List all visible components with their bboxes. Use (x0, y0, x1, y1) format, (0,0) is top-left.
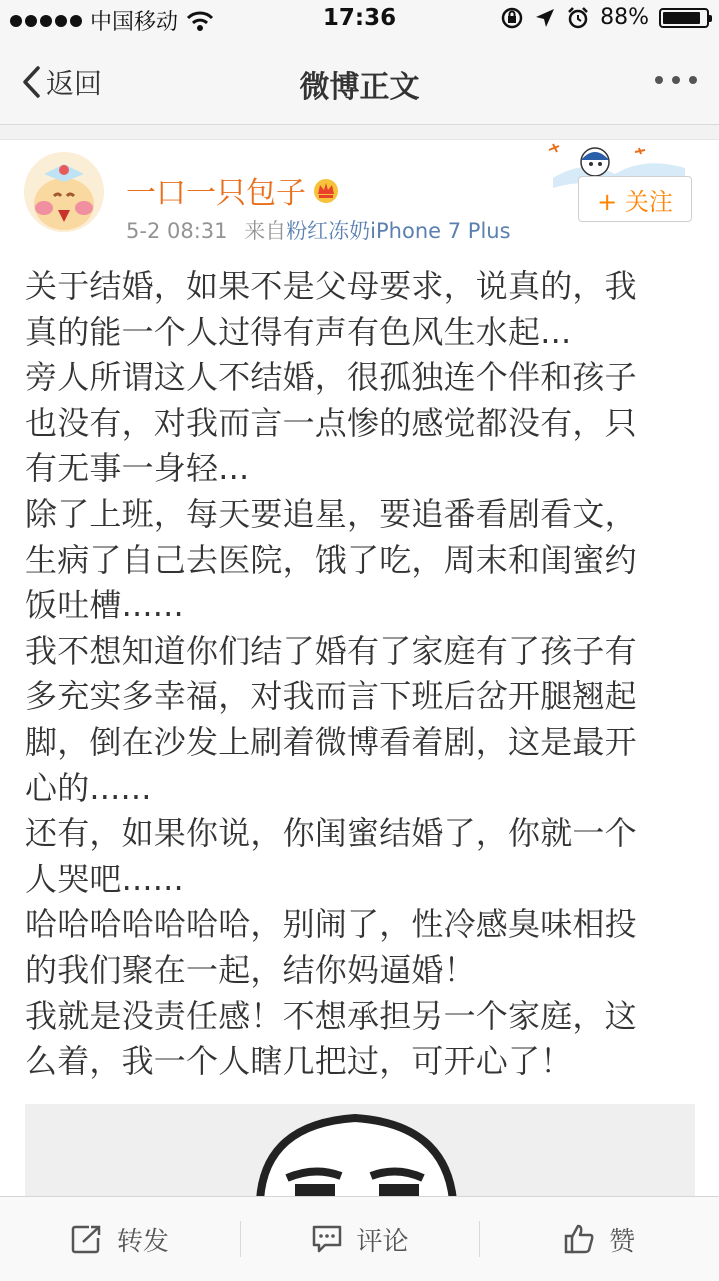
carrier-name: 中国移动 (90, 10, 179, 35)
meme-face-image (25, 1104, 695, 1200)
comment-button[interactable] (240, 1197, 480, 1281)
post-text-line: 我就是没责任感！不想承担另一个家庭，这 (25, 996, 637, 1035)
thumbs-up-icon (563, 1223, 595, 1255)
page-title: 微博正文 (299, 70, 420, 105)
back-label: 返回 (46, 67, 103, 100)
post-text-line: 哈哈哈哈哈哈哈，别闹了，性冷感臭味相投 (25, 905, 637, 944)
post-meta (126, 215, 511, 245)
post-text-line: 除了上班，每天要追星，要追番看剧看文， (25, 494, 637, 533)
post-source[interactable]: 粉红冻奶iPhone 7 Plus (286, 219, 511, 243)
post-text-line: 还有，如果你说，你闺蜜结婚了，你就一个 (25, 814, 637, 853)
more-dot (655, 76, 663, 84)
location-icon (534, 7, 556, 29)
like-button[interactable] (479, 1197, 719, 1281)
post-text-line: 关于结婚，如果不是父母要求，说真的，我 (25, 267, 637, 305)
post-text-line: 饭吐槽...... (25, 586, 184, 625)
rotation-lock-icon (500, 6, 524, 30)
clock: 17:36 (322, 5, 397, 31)
alarm-icon (566, 6, 590, 30)
post-text-line: 脚，倒在沙发上刷着微博看着剧，这是最开 (25, 722, 637, 761)
post-text-line: 人哭吧...... (25, 859, 184, 898)
source-prefix: 来自 (244, 219, 287, 243)
post-text-line: 生病了自己去医院，饿了吃，周末和闺蜜约 (25, 540, 637, 579)
follow-button[interactable]: + 关注 (578, 176, 692, 222)
navigation-bar (0, 40, 719, 125)
post-image[interactable] (25, 1104, 695, 1200)
like-label: 赞 (609, 1226, 636, 1257)
post-text-line: 旁人所谓这人不结婚，很孤独连个伴和孩子 (25, 358, 637, 397)
more-button[interactable] (655, 76, 697, 84)
status-icons (500, 5, 709, 30)
avatar[interactable] (24, 152, 104, 232)
post-time: 5-2 08:31 (126, 219, 228, 243)
post-text-line: 么着，我一个人瞎几把过，可开心了！ (25, 1042, 573, 1081)
comment-label: 评论 (356, 1226, 409, 1257)
post-text-line: 心的...... (25, 768, 152, 807)
more-dot (672, 76, 680, 84)
repost-button[interactable] (0, 1197, 240, 1281)
battery-icon (659, 8, 709, 28)
post-text-line: 多充实多幸福，对我而言下班后岔开腿翘起 (25, 677, 637, 716)
post-content (25, 264, 695, 1085)
repost-icon (71, 1224, 103, 1254)
post-text-line: 真的能一个人过得有声有色风生水起... (25, 312, 572, 351)
post-text-line: 有无事一身轻... (25, 449, 250, 488)
comment-icon (311, 1224, 343, 1254)
battery-percent: 88% (600, 5, 649, 30)
status-bar (0, 0, 719, 40)
avatar-image (24, 152, 104, 232)
repost-label: 转发 (116, 1226, 169, 1257)
username-text: 一口一只包子 (126, 176, 306, 211)
post-text-line: 也没有，对我而言一点惨的感觉都没有，只 (25, 403, 637, 442)
post-text-line: 我不想知道你们结了婚有了家庭有了孩子有 (25, 631, 637, 670)
toolbar-divider (479, 1221, 480, 1257)
more-dot (689, 76, 697, 84)
post-text-line: 的我们聚在一起，结你妈逼婚！ (25, 950, 476, 989)
username[interactable] (126, 168, 340, 212)
toolbar-divider (240, 1221, 241, 1257)
vip-crown-icon (312, 177, 340, 203)
bottom-toolbar (0, 1196, 719, 1281)
